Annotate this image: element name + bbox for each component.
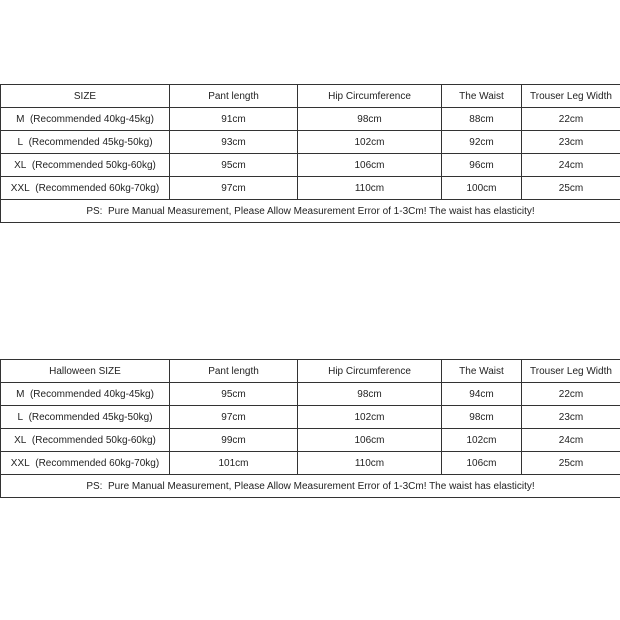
table-row — [1, 406, 620, 429]
header-leg-width: Trouser Leg Width — [522, 85, 620, 108]
waist-cell: 94cm — [442, 383, 522, 406]
size-cell: XL (Recommended 50kg-60kg) — [1, 429, 170, 452]
leg-width-cell: 25cm — [522, 177, 620, 200]
table-row — [1, 383, 620, 406]
waist-cell: 98cm — [442, 406, 522, 429]
leg-width-cell: 22cm — [522, 383, 620, 406]
header-waist: The Waist — [442, 360, 522, 383]
size-cell: L (Recommended 45kg-50kg) — [1, 131, 170, 154]
waist-cell: 102cm — [442, 429, 522, 452]
header-hip-circumference: Hip Circumference — [298, 85, 442, 108]
waist-cell: 100cm — [442, 177, 522, 200]
pant-length-cell: 91cm — [170, 108, 298, 131]
pant-length-cell: 97cm — [170, 406, 298, 429]
leg-width-cell: 24cm — [522, 429, 620, 452]
header-pant-length: Pant length — [170, 85, 298, 108]
size-cell: XXL (Recommended 60kg-70kg) — [1, 452, 170, 475]
pant-length-cell: 97cm — [170, 177, 298, 200]
header-size: SIZE — [1, 85, 170, 108]
waist-cell: 88cm — [442, 108, 522, 131]
size-chart-table — [0, 84, 620, 223]
table-row — [1, 108, 620, 131]
hip-cell: 98cm — [298, 108, 442, 131]
size-cell: M (Recommended 40kg-45kg) — [1, 383, 170, 406]
table-row — [1, 177, 620, 200]
hip-cell: 106cm — [298, 429, 442, 452]
waist-cell: 106cm — [442, 452, 522, 475]
hip-cell: 102cm — [298, 406, 442, 429]
pant-length-cell: 93cm — [170, 131, 298, 154]
pant-length-cell: 101cm — [170, 452, 298, 475]
leg-width-cell: 23cm — [522, 406, 620, 429]
header-size: Halloween SIZE — [1, 360, 170, 383]
hip-cell: 110cm — [298, 177, 442, 200]
header-leg-width: Trouser Leg Width — [522, 360, 620, 383]
pant-length-cell: 99cm — [170, 429, 298, 452]
leg-width-cell: 25cm — [522, 452, 620, 475]
table-row — [1, 131, 620, 154]
hip-cell: 98cm — [298, 383, 442, 406]
measurement-note: PS: Pure Manual Measurement, Please Allow Measurement Error of 1-3Cm! The waist has elasticity! — [1, 475, 620, 498]
size-cell: XXL (Recommended 60kg-70kg) — [1, 177, 170, 200]
size-cell: XL (Recommended 50kg-60kg) — [1, 154, 170, 177]
leg-width-cell: 23cm — [522, 131, 620, 154]
waist-cell: 96cm — [442, 154, 522, 177]
table-header-row — [1, 360, 620, 383]
table-header-row — [1, 85, 620, 108]
table-row — [1, 452, 620, 475]
header-pant-length: Pant length — [170, 360, 298, 383]
table-note-row — [1, 200, 620, 223]
table-row — [1, 154, 620, 177]
header-waist: The Waist — [442, 85, 522, 108]
measurement-note: PS: Pure Manual Measurement, Please Allow Measurement Error of 1-3Cm! The waist has elasticity! — [1, 200, 620, 223]
halloween-size-chart-table — [0, 359, 620, 498]
table-row — [1, 429, 620, 452]
leg-width-cell: 22cm — [522, 108, 620, 131]
pant-length-cell: 95cm — [170, 383, 298, 406]
size-cell: L (Recommended 45kg-50kg) — [1, 406, 170, 429]
table-note-row — [1, 475, 620, 498]
hip-cell: 106cm — [298, 154, 442, 177]
leg-width-cell: 24cm — [522, 154, 620, 177]
waist-cell: 92cm — [442, 131, 522, 154]
pant-length-cell: 95cm — [170, 154, 298, 177]
hip-cell: 110cm — [298, 452, 442, 475]
size-cell: M (Recommended 40kg-45kg) — [1, 108, 170, 131]
hip-cell: 102cm — [298, 131, 442, 154]
header-hip-circumference: Hip Circumference — [298, 360, 442, 383]
